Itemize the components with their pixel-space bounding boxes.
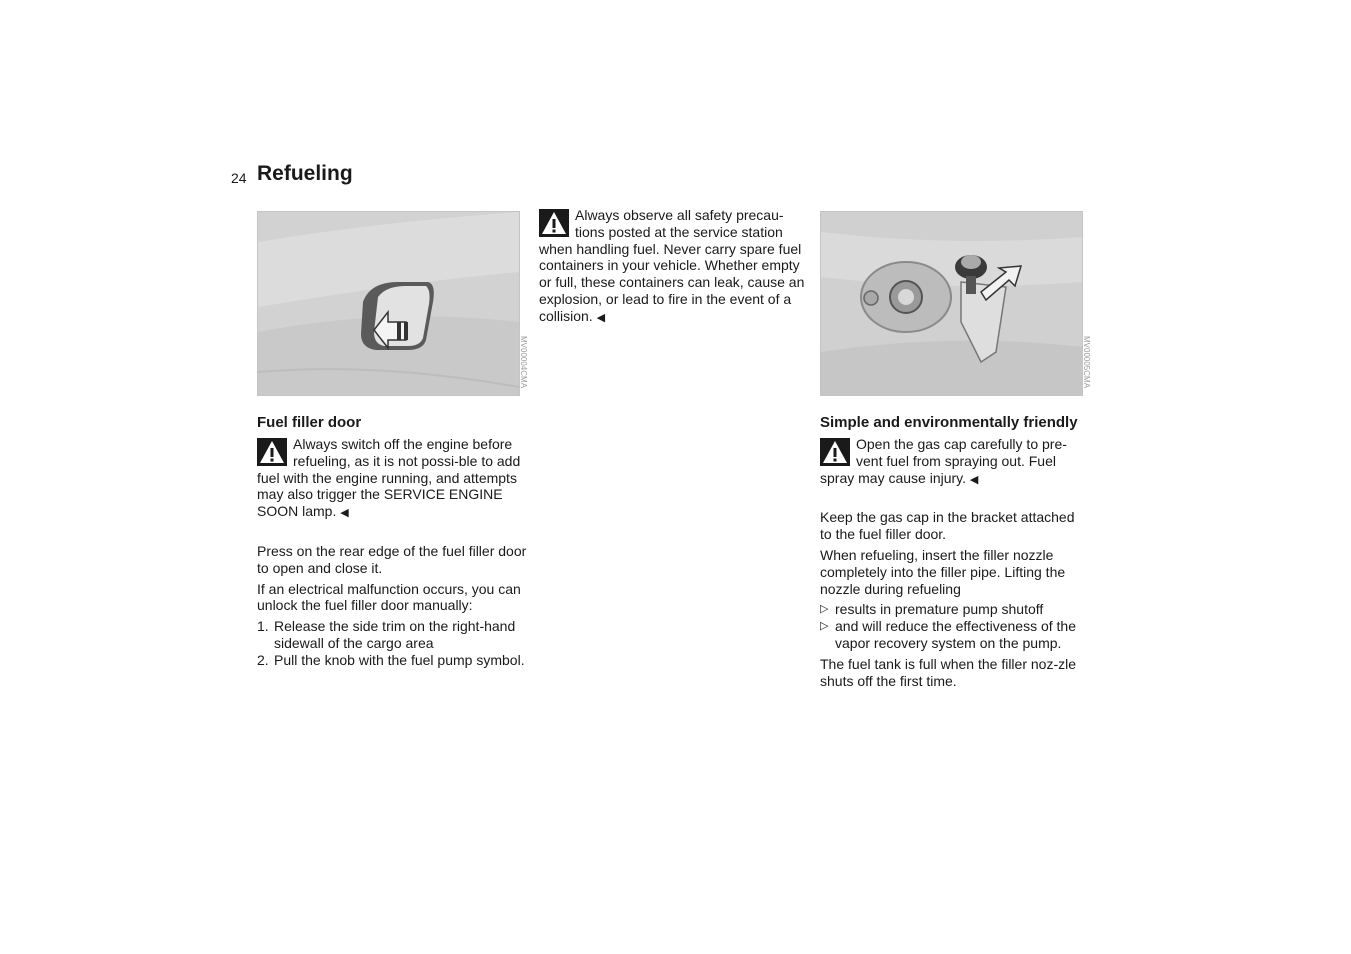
warning-notice [257, 436, 527, 522]
list-item [257, 652, 527, 669]
step-number: 2. [257, 651, 269, 668]
page-number: 24 [231, 170, 247, 186]
photo-code: MV00004CMA [519, 336, 528, 389]
gas-cap-illustration [820, 211, 1083, 396]
paragraph: The fuel tank is full when the filler noz-zle shuts off the first time. [820, 655, 1077, 689]
bullet-list [820, 601, 1090, 651]
end-marker-icon: ◀ [969, 473, 979, 486]
warning-icon [820, 438, 850, 466]
photo-code: MV00005CMA [1082, 336, 1091, 389]
warning-notice [539, 207, 809, 327]
warning-text: Always switch off the engine before refueling, as it is not possi-ble to add fuel with the engine running, and attempts may also trigger the SERVICE ENGINE SOON lamp. [257, 436, 521, 520]
paragraph: When refueling, insert the filler nozzle completely into the filler pipe. Lifting the nozzle during refueling [820, 546, 1066, 597]
section-heading-fuel-filler-door: Fuel filler door [257, 414, 362, 431]
warning-text: Always observe all safety precau-tions posted at the service station when handling fuel. Never carry spare fuel containers in your vehicle. Whether empty or full, these containers can leak, cause an explosion, or lead to fire in the event of a collision. [539, 207, 805, 324]
bullet-triangle-icon: ▷ [820, 620, 829, 633]
step-text: Pull the knob with the fuel pump symbol. [274, 651, 525, 668]
section-heading-simple-environmentally-friendly: Simple and environmentally friendly [820, 414, 1078, 431]
bullet-text: and will reduce the effectiveness of the vapor recovery system on the pump. [835, 618, 1077, 651]
end-marker-icon: ◀ [340, 507, 349, 520]
paragraph: Press on the rear edge of the fuel filler door to open and close it. [257, 542, 527, 576]
left-column [257, 414, 527, 673]
page-title: Refueling [257, 162, 353, 185]
fuel-filler-door-illustration [257, 211, 520, 396]
warning-text: Open the gas cap carefully to pre-vent fuel from spraying out. Fuel spray may cause injury. [820, 436, 1067, 486]
warning-icon [257, 438, 287, 466]
step-number: 1. [257, 618, 269, 635]
right-column [820, 414, 1090, 693]
end-marker-icon: ◀ [596, 311, 606, 324]
paragraph: If an electrical malfunction occurs, you can unlock the fuel filler door manually: [257, 580, 521, 614]
list-item [820, 618, 1090, 652]
step-text: Release the side trim on the right-hand sidewall of the cargo area [274, 618, 516, 651]
middle-column [539, 207, 809, 331]
list-item [257, 618, 527, 652]
paragraph: Keep the gas cap in the bracket attached to the fuel filler door. [820, 509, 1075, 543]
steps-list [257, 618, 527, 668]
bullet-text: results in premature pump shutoff [835, 601, 1044, 618]
warning-notice [820, 436, 1090, 488]
warning-icon [539, 209, 569, 237]
list-item [820, 601, 1090, 618]
bullet-triangle-icon: ▷ [820, 603, 829, 616]
